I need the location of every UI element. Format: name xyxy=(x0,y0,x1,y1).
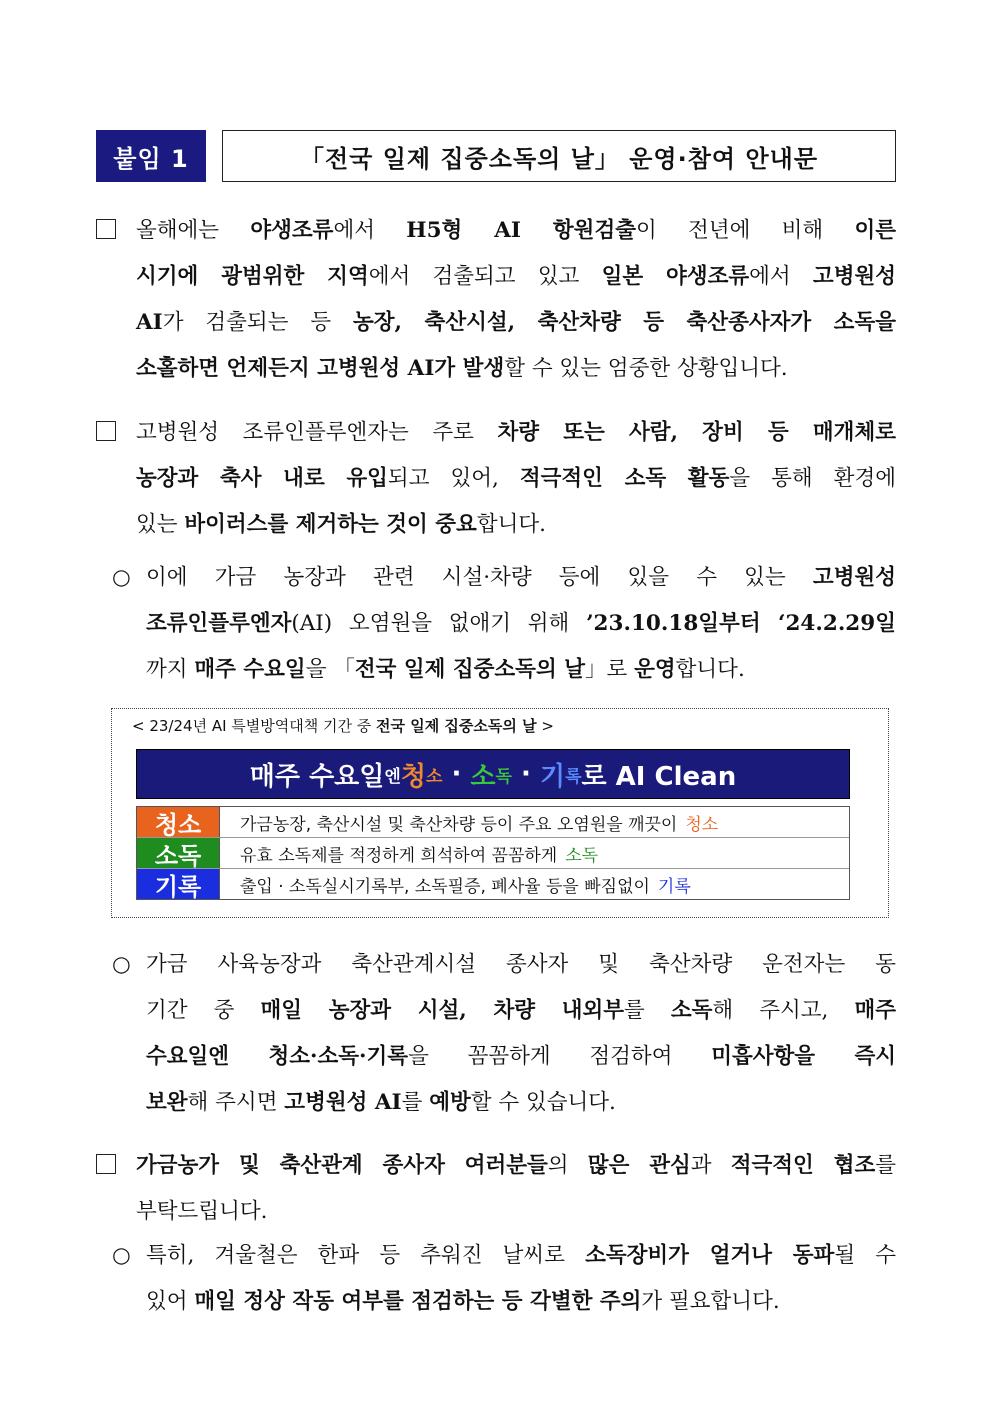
title-row xyxy=(96,130,896,182)
paragraph-3-line-2: 부탁드립니다. xyxy=(136,1199,268,1224)
bullet-item-1-line-1: ○ 이에 가금 농장과 관련 시설·차량 등에 있을 수 있는 고병원성 xyxy=(112,555,896,601)
paragraph-3 xyxy=(96,1143,896,1235)
bullet-item-3-line-2: 있어 매일 정상 작동 여부를 점검하는 등 각별한 주의가 필요합니다. xyxy=(146,1289,780,1314)
paragraph-1 xyxy=(96,208,896,392)
paragraph-2-line-2: 농장과 축사 내로 유입되고 있어, 적극적인 소독 활동을 통해 환경에 xyxy=(136,466,896,491)
bullet-item-1 xyxy=(112,555,896,693)
tag-clean: 청소 xyxy=(137,807,219,837)
attachment-badge: 붙임 1 xyxy=(96,130,206,182)
info-box xyxy=(111,708,889,918)
page-title: 「전국 일제 집중소독의 날」 운영·참여 안내문 xyxy=(222,130,896,182)
row-description: 가금농장, 축산시설 및 축산차량 등이 주요 오염원을 깨끗이 청소 xyxy=(219,807,849,837)
bullet-item-1-line-3: 까지 매주 수요일을 「전국 일제 집중소독의 날」로 운영합니다. xyxy=(146,657,745,682)
paragraph-1-line-3: AI가 검출되는 등 농장, 축산시설, 축산차량 등 축산종사자가 소독을 xyxy=(136,310,896,335)
checkbox-square-icon xyxy=(96,219,116,239)
circle-bullet-icon: ○ xyxy=(112,1243,131,1268)
circle-bullet-icon: ○ xyxy=(112,952,131,977)
bullet-item-2 xyxy=(112,942,896,1126)
tag-record: 기록 xyxy=(137,869,219,899)
bullet-item-2-line-4: 보완해 주시면 고병원성 AI를 예방할 수 있습니다. xyxy=(146,1090,616,1115)
bullet-item-2-line-1: ○ 가금 사육농장과 축산관계시설 종사자 및 축산차량 운전자는 동 xyxy=(112,942,896,988)
paragraph-1-line-2: 시기에 광범위한 지역에서 검출되고 있고 일본 야생조류에서 고병원성 xyxy=(136,264,896,289)
row-description: 출입 · 소독실시기록부, 소독필증, 폐사율 등을 빠짐없이 기록 xyxy=(219,869,849,899)
bullet-item-2-line-2: 기간 중 매일 농장과 시설, 차량 내외부를 소독해 주시고, 매주 xyxy=(146,998,896,1023)
paragraph-1-line-4: 소홀하면 언제든지 고병원성 AI가 발생할 수 있는 엄중한 상황입니다. xyxy=(136,356,788,381)
table-row xyxy=(137,837,849,868)
paragraph-2-line-1: 고병원성 조류인플루엔자는 주로 차량 또는 사람, 장비 등 매개체로 xyxy=(96,410,896,456)
checkbox-square-icon xyxy=(96,1154,116,1174)
bullet-item-2-line-3: 수요일엔 청소·소독·기록을 꼼꼼하게 점검하여 미흡사항을 즉시 xyxy=(146,1044,896,1069)
paragraph-2-line-3: 있는 바이러스를 제거하는 것이 중요합니다. xyxy=(136,512,546,537)
clean-banner: 매주 수요일 엔 청 소 · 소 독 · 기 록 로 AI Clean xyxy=(136,749,850,799)
tag-disinfect: 소독 xyxy=(137,838,219,868)
paragraph-3-line-1: 가금농가 및 축산관계 종사자 여러분들의 많은 관심과 적극적인 협조를 xyxy=(96,1143,896,1189)
paragraph-2 xyxy=(96,410,896,548)
circle-bullet-icon: ○ xyxy=(112,565,131,590)
clean-steps-table xyxy=(136,806,850,900)
row-description: 유효 소독제를 적정하게 희석하여 꼼꼼하게 소독 xyxy=(219,838,849,868)
info-box-caption: < 23/24년 AI 특별방역대책 기간 중 전국 일제 집중소독의 날 > xyxy=(132,717,554,735)
bullet-item-3-line-1: ○ 특히, 겨울철은 한파 등 추워진 날씨로 소독장비가 얼거나 동파될 수 xyxy=(112,1233,896,1279)
paragraph-1-line-1: 올해에는 야생조류에서 H5형 AI 항원검출이 전년에 비해 이른 xyxy=(96,208,896,254)
table-row xyxy=(137,868,849,899)
checkbox-square-icon xyxy=(96,421,116,441)
table-row xyxy=(137,807,849,837)
bullet-item-3 xyxy=(112,1233,896,1325)
bullet-item-1-line-2: 조류인플루엔자(AI) 오염원을 없애기 위해 ’23.10.18일부터 ‘24.2.29일 xyxy=(146,611,896,636)
